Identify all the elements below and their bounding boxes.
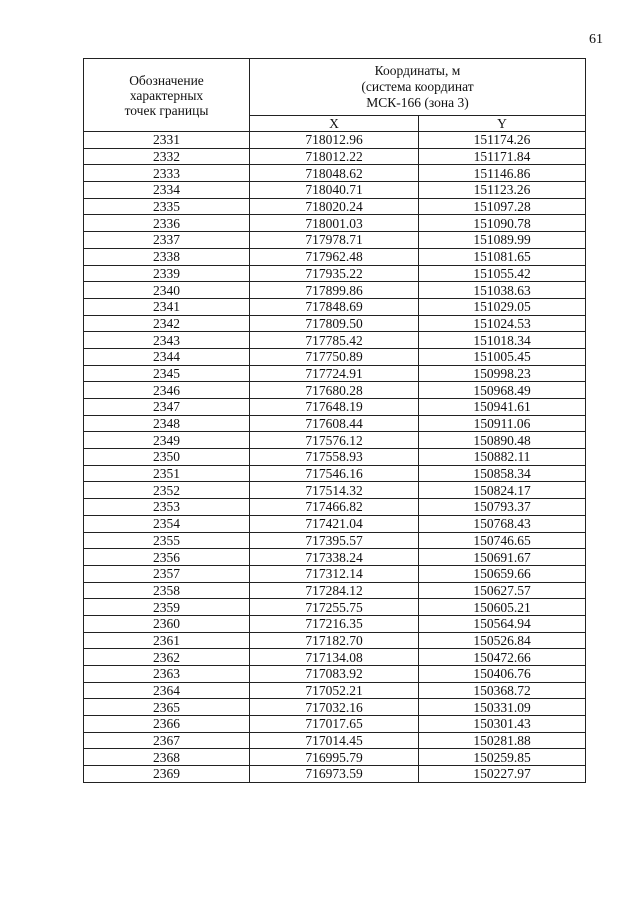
table-row <box>84 532 586 549</box>
x-cell: 716995.79 <box>250 749 419 766</box>
x-cell: 717514.32 <box>250 482 419 499</box>
table-row <box>84 382 586 399</box>
point-cell: 2362 <box>84 649 250 666</box>
y-cell: 151055.42 <box>419 265 586 282</box>
y-cell: 150941.61 <box>419 399 586 416</box>
x-cell: 717134.08 <box>250 649 419 666</box>
y-cell: 150227.97 <box>419 766 586 783</box>
x-cell: 718040.71 <box>250 182 419 199</box>
x-cell: 716973.59 <box>250 766 419 783</box>
point-cell: 2357 <box>84 565 250 582</box>
y-cell: 150605.21 <box>419 599 586 616</box>
point-designation-header: Обозначение характерных точек границы <box>84 59 250 132</box>
x-cell: 717962.48 <box>250 248 419 265</box>
y-cell: 150331.09 <box>419 699 586 716</box>
y-cell: 150968.49 <box>419 382 586 399</box>
point-cell: 2334 <box>84 182 250 199</box>
y-cell: 150368.72 <box>419 682 586 699</box>
y-cell: 151029.05 <box>419 298 586 315</box>
table-row <box>84 499 586 516</box>
x-cell: 717284.12 <box>250 582 419 599</box>
y-cell: 151090.78 <box>419 215 586 232</box>
x-cell: 717338.24 <box>250 549 419 566</box>
point-cell: 2358 <box>84 582 250 599</box>
x-cell: 717014.45 <box>250 732 419 749</box>
point-cell: 2363 <box>84 666 250 683</box>
table-row <box>84 515 586 532</box>
table-row <box>84 215 586 232</box>
y-cell: 150564.94 <box>419 615 586 632</box>
table-row <box>84 198 586 215</box>
table-row <box>84 415 586 432</box>
point-cell: 2341 <box>84 298 250 315</box>
y-cell: 150526.84 <box>419 632 586 649</box>
point-cell: 2365 <box>84 699 250 716</box>
point-cell: 2366 <box>84 716 250 733</box>
table-row <box>84 465 586 482</box>
point-cell: 2355 <box>84 532 250 549</box>
table-row <box>84 749 586 766</box>
table-row <box>84 298 586 315</box>
table-row <box>84 282 586 299</box>
y-cell: 151018.34 <box>419 332 586 349</box>
table-row <box>84 582 586 599</box>
point-cell: 2333 <box>84 165 250 182</box>
x-cell: 717395.57 <box>250 532 419 549</box>
table-row <box>84 565 586 582</box>
x-cell: 717052.21 <box>250 682 419 699</box>
table-row <box>84 265 586 282</box>
x-cell: 718001.03 <box>250 215 419 232</box>
x-cell: 717017.65 <box>250 716 419 733</box>
point-cell: 2369 <box>84 766 250 783</box>
y-cell: 151081.65 <box>419 248 586 265</box>
x-cell: 717216.35 <box>250 615 419 632</box>
table-row <box>84 682 586 699</box>
point-cell: 2367 <box>84 732 250 749</box>
point-cell: 2338 <box>84 248 250 265</box>
table-row <box>84 615 586 632</box>
table-row <box>84 232 586 249</box>
y-cell: 150768.43 <box>419 515 586 532</box>
x-cell: 717255.75 <box>250 599 419 616</box>
x-cell: 717558.93 <box>250 449 419 466</box>
y-cell: 150281.88 <box>419 732 586 749</box>
y-cell: 150746.65 <box>419 532 586 549</box>
point-cell: 2350 <box>84 449 250 466</box>
table-row <box>84 399 586 416</box>
x-cell: 717608.44 <box>250 415 419 432</box>
table-row <box>84 599 586 616</box>
y-cell: 150858.34 <box>419 465 586 482</box>
point-cell: 2346 <box>84 382 250 399</box>
table-row <box>84 148 586 165</box>
table-row <box>84 432 586 449</box>
table-row <box>84 649 586 666</box>
y-cell: 151024.53 <box>419 315 586 332</box>
table-row <box>84 549 586 566</box>
table-row <box>84 315 586 332</box>
x-cell: 717680.28 <box>250 382 419 399</box>
x-cell: 718020.24 <box>250 198 419 215</box>
y-cell: 150472.66 <box>419 649 586 666</box>
y-cell: 151174.26 <box>419 132 586 149</box>
point-cell: 2353 <box>84 499 250 516</box>
y-cell: 150998.23 <box>419 365 586 382</box>
table-row <box>84 348 586 365</box>
x-cell: 717421.04 <box>250 515 419 532</box>
point-cell: 2364 <box>84 682 250 699</box>
y-cell: 150911.06 <box>419 415 586 432</box>
table-row <box>84 182 586 199</box>
page-number: 61 <box>589 32 603 47</box>
point-cell: 2331 <box>84 132 250 149</box>
x-cell: 717466.82 <box>250 499 419 516</box>
y-cell: 150824.17 <box>419 482 586 499</box>
table-header <box>84 59 586 132</box>
point-cell: 2337 <box>84 232 250 249</box>
point-cell: 2351 <box>84 465 250 482</box>
x-cell: 718048.62 <box>250 165 419 182</box>
x-cell: 717785.42 <box>250 332 419 349</box>
y-cell: 151097.28 <box>419 198 586 215</box>
point-cell: 2336 <box>84 215 250 232</box>
x-cell: 717312.14 <box>250 565 419 582</box>
x-cell: 717083.92 <box>250 666 419 683</box>
x-cell: 717899.86 <box>250 282 419 299</box>
y-cell: 150691.67 <box>419 549 586 566</box>
point-cell: 2349 <box>84 432 250 449</box>
x-cell: 717032.16 <box>250 699 419 716</box>
table-row <box>84 699 586 716</box>
coordinates-header: Координаты, м (система координат МСК-166 (зона 3) <box>250 59 586 116</box>
table-row <box>84 766 586 783</box>
point-cell: 2335 <box>84 198 250 215</box>
table-row <box>84 632 586 649</box>
point-cell: 2360 <box>84 615 250 632</box>
table-row <box>84 732 586 749</box>
x-cell: 717648.19 <box>250 399 419 416</box>
y-cell: 151123.26 <box>419 182 586 199</box>
y-cell: 150793.37 <box>419 499 586 516</box>
table-row <box>84 248 586 265</box>
table-row <box>84 449 586 466</box>
x-cell: 717848.69 <box>250 298 419 315</box>
y-cell: 150882.11 <box>419 449 586 466</box>
y-cell: 150890.48 <box>419 432 586 449</box>
point-cell: 2348 <box>84 415 250 432</box>
x-cell: 717724.91 <box>250 365 419 382</box>
x-cell: 717750.89 <box>250 348 419 365</box>
point-cell: 2339 <box>84 265 250 282</box>
table-row <box>84 332 586 349</box>
point-cell: 2361 <box>84 632 250 649</box>
point-cell: 2356 <box>84 549 250 566</box>
y-cell: 150627.57 <box>419 582 586 599</box>
table-row <box>84 165 586 182</box>
table-row <box>84 132 586 149</box>
x-cell: 717182.70 <box>250 632 419 649</box>
point-cell: 2343 <box>84 332 250 349</box>
table-row <box>84 482 586 499</box>
x-cell: 717809.50 <box>250 315 419 332</box>
x-cell: 718012.22 <box>250 148 419 165</box>
y-column-header: Y <box>419 116 586 132</box>
table-body <box>84 132 586 783</box>
point-cell: 2347 <box>84 399 250 416</box>
x-cell: 718012.96 <box>250 132 419 149</box>
y-cell: 151038.63 <box>419 282 586 299</box>
y-cell: 150301.43 <box>419 716 586 733</box>
point-cell: 2354 <box>84 515 250 532</box>
y-cell: 150259.85 <box>419 749 586 766</box>
point-cell: 2345 <box>84 365 250 382</box>
table-row <box>84 365 586 382</box>
y-cell: 151146.86 <box>419 165 586 182</box>
point-cell: 2344 <box>84 348 250 365</box>
y-cell: 151089.99 <box>419 232 586 249</box>
point-cell: 2332 <box>84 148 250 165</box>
point-cell: 2340 <box>84 282 250 299</box>
y-cell: 151171.84 <box>419 148 586 165</box>
point-cell: 2342 <box>84 315 250 332</box>
y-cell: 150406.76 <box>419 666 586 683</box>
table-row <box>84 666 586 683</box>
coordinates-table <box>83 58 586 783</box>
x-cell: 717935.22 <box>250 265 419 282</box>
x-cell: 717576.12 <box>250 432 419 449</box>
point-cell: 2359 <box>84 599 250 616</box>
x-column-header: X <box>250 116 419 132</box>
x-cell: 717978.71 <box>250 232 419 249</box>
table-row <box>84 716 586 733</box>
point-cell: 2352 <box>84 482 250 499</box>
x-cell: 717546.16 <box>250 465 419 482</box>
y-cell: 151005.45 <box>419 348 586 365</box>
y-cell: 150659.66 <box>419 565 586 582</box>
point-cell: 2368 <box>84 749 250 766</box>
